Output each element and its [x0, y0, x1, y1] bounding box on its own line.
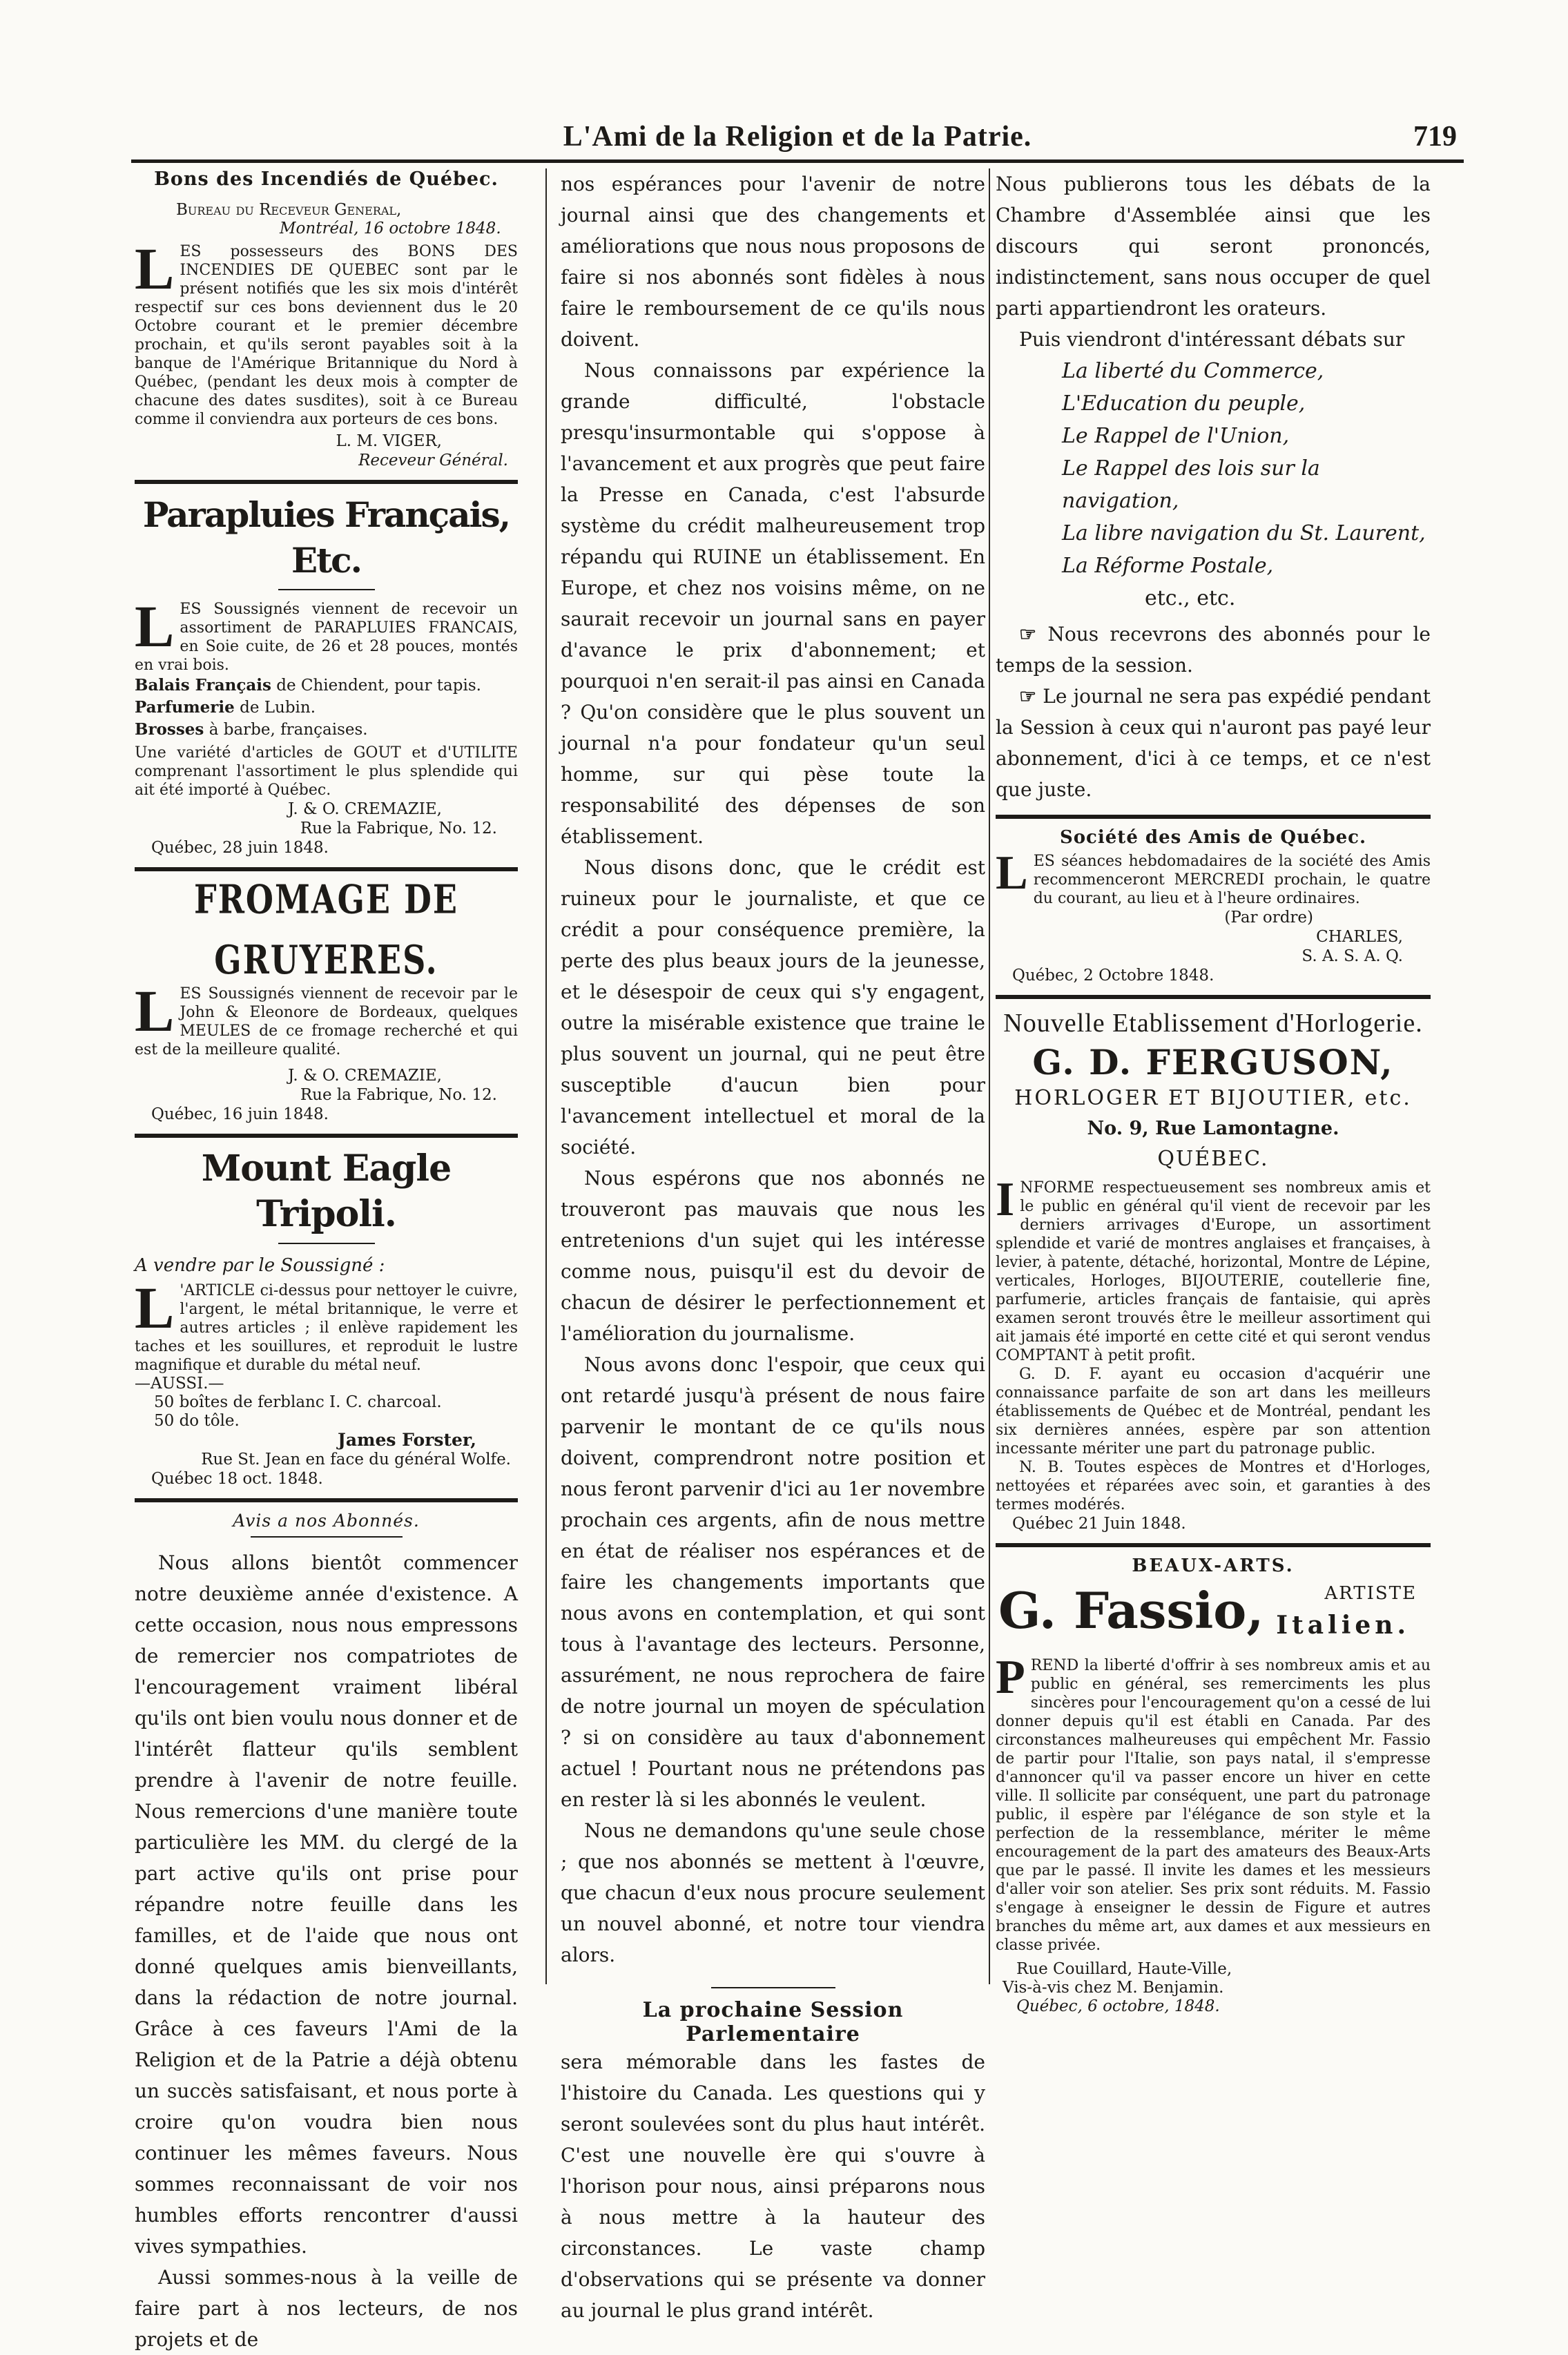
dateline: Québec 18 oct. 1848.	[151, 1470, 323, 1488]
rule	[135, 480, 518, 484]
dateline: Québec, 2 Octobre 1848.	[1012, 967, 1214, 985]
editorial-text	[135, 1547, 518, 2355]
address: Rue la Fabrique, No. 12.	[300, 1086, 497, 1104]
ad-text: ES séances hebdomadaires de la société des Amis recommenceront MERCREDI prochain, le quatre du courant, au lieu et à l'heure ordinaires.	[1033, 853, 1431, 907]
rule	[278, 589, 375, 590]
signature: J. & O. CREMAZIE,	[287, 800, 442, 818]
product-desc: de Lubin.	[234, 699, 316, 717]
merchant-city: QUÉBEC.	[1157, 1147, 1269, 1171]
session-text	[561, 2046, 985, 2326]
rule	[278, 1243, 375, 1244]
rule	[996, 995, 1431, 999]
paragraph: Nous ne demandons qu'une seule chose ; que nos abonnés se mettent à l'œuvre, que chacun d'eux nous procure seulement un nouvel abonné, et notre tour viendra alors.	[561, 1819, 985, 1966]
topic-item: La libre navigation du St. Laurent,	[1062, 521, 1426, 545]
drop-cap: I	[996, 1173, 1015, 1226]
dateline: Québec, 6 octobre, 1848.	[1016, 1997, 1220, 2015]
ad-text: 'ARTICLE ci-dessus pour nettoyer le cuivre, l'argent, le métal britannique, le verre et autres articles ; il enlève rapidement les taches et les souillures, et reproduit le lustre magnifique et durable du métal neuf.	[135, 1282, 518, 1374]
header-rule	[131, 159, 1464, 163]
signature-initials: S. A. S. A. Q.	[1301, 947, 1403, 965]
paragraph: Nous disons donc, que le crédit est ruineux pour le journaliste, et que ce crédit a pour conséquence première, la perte des plus beaux jours de la jeunesse, et le désespoir de ceux qui s'y engagent, outre la misérable existence que traine le plus souvent un journal, qui ne peut être susceptible d'aucun bien pour l'avancement intellectuel et moral de la société.	[561, 856, 985, 1159]
column-divider	[989, 168, 990, 1984]
note	[996, 619, 1431, 681]
paragraph: Nous connaissons par expérience la grande difficulté, l'obstacle presqu'insurmontable qui s'oppose à l'avancement et aux progrès que peut faire la Presse en Canada, c'est l'absurde système du crédit malheureusement trop répandu qui RUINE un établissement. En Europe, et chez nos voisins même, on ne saurait recevoir un journal sans en payer d'avance le prix d'abonnement; et pourquoi n'en serait-il pas ainsi en Canada ? Qu'on considère que le plus souvent un journal n'a pour fondateur qu'un seul homme, sur qui pèse toute la responsabilité des dépenses de son établissement.	[561, 359, 985, 848]
drop-cap: L	[135, 593, 175, 659]
ad-beaux-arts	[996, 1556, 1431, 2016]
address: Rue la Fabrique, No. 12.	[300, 820, 497, 837]
column-divider	[545, 168, 547, 1984]
ad-title: FROMAGE DE GRUYERES.	[194, 875, 458, 983]
product-line	[135, 697, 518, 719]
signature: CHARLES,	[1316, 928, 1403, 946]
artist-label: ARTISTE	[1324, 1583, 1417, 1604]
ad-body	[135, 978, 518, 1059]
section-title: La prochaine Session Parlementaire	[642, 1998, 904, 2046]
dateline: Québec, 16 juin 1848.	[151, 1105, 329, 1123]
product-name: Parfumerie	[135, 698, 235, 717]
note-text: Nous recevrons des abonnés pour le temps de la session.	[996, 623, 1431, 677]
column-3	[996, 168, 1431, 2015]
product-desc: de Chiendent, pour tapis.	[271, 677, 481, 695]
column-1	[135, 168, 518, 2351]
ad-body	[135, 235, 518, 429]
ad-title: Parapluies Français, Etc.	[142, 494, 510, 581]
ad-body	[996, 1651, 1431, 1955]
paragraph: Puis viendront d'intéressant débats sur	[1019, 328, 1405, 351]
item-line: 50 boîtes de ferblanc I. C. charcoal.	[154, 1393, 442, 1411]
ad-text: ES Soussignés viennent de recevoir un assortiment de PARAPLUIES FRANCAIS, en Soie cuite, de 26 et 28 pouces, montés en vrai bois.	[135, 601, 518, 674]
paragraph: Nous allons bientôt commencer notre deuxième année d'existence. A cette occasion, nous nous empressons de remercier nos compatriotes de l'encouragement vraiment libéral qu'ils ont bien voulu nous donner et de l'intérêt flatteur qu'ils semblent prendre à l'avenir de notre feuille. Nous remercions d'une manière toute particulière les MM. du clergé de la part active qu'ils ont prise pour répandre notre feuille dans les familles, et de l'aide que nous ont donné quelques amis bienveillants, dans la rédaction de notre journal. Grâce à ces faveurs l'Ami de la Religion et de la Patrie a déjà obtenu un succès satisfaisant, et nous porte à croire qu'on voudra bien nous continuer les mêmes faveurs. Nous sommes reconnaissant de voir nos humbles efforts rencontrer d'aussi vives sympathies.	[135, 1551, 518, 2258]
artist-name: G. Fassio,	[998, 1581, 1264, 1640]
artist-header	[996, 1580, 1431, 1656]
ad-body	[135, 593, 518, 675]
ad-title: Société des Amis de Québec.	[1059, 827, 1367, 848]
editorial-avis	[135, 1511, 518, 2355]
topic-item: La liberté du Commerce,	[1062, 359, 1324, 383]
merchant-name: G. D. FERGUSON,	[1032, 1042, 1394, 1083]
rule	[711, 1987, 835, 1988]
address-line: Vis-à-vis chez M. Benjamin.	[1003, 1979, 1224, 1997]
rule	[996, 815, 1431, 819]
product-desc: à barbe, françaises.	[204, 721, 368, 739]
topic-item: Le Rappel de l'Union,	[1062, 424, 1290, 448]
dateline: Québec, 28 juin 1848.	[151, 839, 329, 857]
topics-list	[996, 355, 1431, 614]
ad-text: N. B. Toutes espèces de Montres et d'Horloges, nettoyées et réparées avec soin, et garanties à des termes modérés.	[996, 1459, 1431, 1513]
ad-text: ES Soussignés viennent de recevoir par le John & Eleonore de Bordeaux, quelques MEULES de ce fromage recherché et qui est de la meilleure qualité.	[135, 985, 518, 1058]
product-line	[135, 719, 518, 741]
pointing-hand-icon: ☞	[1019, 623, 1037, 646]
merchant-address: No. 9, Rue Lamontagne.	[1087, 1118, 1339, 1139]
pointing-hand-icon: ☞	[1019, 685, 1037, 708]
drop-cap: L	[996, 846, 1028, 900]
ad-text: REND la liberté d'offrir à ses nombreux amis et au public en général, ses remerciments les plus sincères pour l'encouragement qu'on a cessé de lui donner depuis qu'il est établi en Canada. Par des circonstances malheureuses qui empêchent Mr. Fassio de partir pour l'Italie, son pays natal, il s'empresse d'annoncer qu'il va passer encore un hiver en cette ville. Il sollicite par conséquent, une part du patronage public, il espère par l'élégance de son style et la perfection de la ressemblance, mériter le même encouragement de la part des amateurs des Beaux-Arts que par le passé. Il invite les dames et les messieurs d'aller voir son atelier. Ses prix sont réduits. M. Fassio s'engage à enseigner le dessin de Figure et autres branches du même art, aux dames et aux messieurs en classe privée.	[996, 1657, 1431, 1954]
ad-fromage	[135, 875, 518, 1124]
address-line: Rue Couillard, Haute-Ville,	[1016, 1960, 1232, 1978]
paragraph: Nous publierons tous les débats de la Chambre d'Assemblée ainsi que les discours qui seront prononcés, indistinctement, sans nous occuper de quel parti appartiendront les orateurs.	[996, 173, 1431, 320]
ad-title: Nouvelle Etablissement d'Horlogerie.	[1003, 1009, 1423, 1038]
dateline: Québec 21 Juin 1848.	[1012, 1515, 1186, 1533]
topic-item: Le Rappel des lois sur la navigation,	[1062, 456, 1320, 513]
drop-cap: P	[996, 1651, 1025, 1704]
product-name: Balais Français	[135, 676, 271, 695]
running-title: L'Ami de la Religion et de la Patrie.	[563, 121, 1032, 153]
notes	[996, 619, 1431, 805]
ad-tripoli	[135, 1146, 518, 1489]
column-2	[561, 168, 985, 2322]
paragraph: nos espérances pour l'avenir de notre journal ainsi que des changements et améliorations que nous nous proposons de faire si nos abonnés sont fidèles à nous faire le remboursement de ce qu'ils nous doivent.	[561, 173, 985, 351]
editorial-continued	[561, 168, 985, 1970]
place-date: Montréal, 16 octobre 1848.	[280, 220, 501, 238]
signature: J. & O. CREMAZIE,	[287, 1067, 442, 1085]
drop-cap: L	[135, 235, 175, 302]
ad-title: Bons des Incendiés de Québec.	[154, 168, 499, 190]
item-line: 50 do tôle.	[154, 1412, 240, 1430]
product-name: Brosses	[135, 720, 204, 739]
note-text: Le journal ne sera pas expédié pendant la Session à ceux qui n'auront pas payé leur abonnement, d'ici à ce temps, et ce n'est que juste.	[996, 685, 1431, 801]
rule	[135, 1498, 518, 1502]
section-title: Avis a nos Abonnés.	[233, 1511, 420, 1531]
ad-horlogerie	[996, 1007, 1431, 1533]
product-line	[135, 675, 518, 697]
page-number: 719	[1413, 121, 1457, 153]
paragraph: Nous espérons que nos abonnés ne trouveront pas mauvais que nous les entretenions d'un sujet qui les intéresse comme nous, puisqu'il est du devoir de chacun de désirer le perfectionnement et l'amélioration du journalisme.	[561, 1167, 985, 1345]
ad-societe	[996, 827, 1431, 985]
ad-text: NFORME respectueusement ses nombreux amis et le public en général qu'il vient de recevoir par les derniers arrivages d'Europe, un assortiment splendide et varié de montres anglaises et françaises, à levier, à patente, détaché, horizontal, Montre de Lépine, verticales, Horloges, BIJOUTERIE, coutellerie fine, parfumerie, articles français de fantaisie, qui après examen seront trouvés être le meilleur assortiment qui ait jamais été importé en cette cité et qui seront vendus COMPTANT à petit profit.	[996, 1179, 1431, 1364]
paragraph: Aussi sommes-nous à la veille de faire part à nos lecteurs, de nos projets et de	[135, 2266, 518, 2351]
page-header	[131, 117, 1464, 163]
rule	[135, 1134, 518, 1138]
paragraph: sera mémorable dans les fastes de l'histoire du Canada. Les questions qui y seront soulevées sont du plus haut intérêt. C'est une nouvelle ère qui s'ouvre à l'horison pour nous, ainsi préparons nous à nous mettre à la hauteur des circonstances. Le vaste champ d'observations qui se présente va donner au journal le plus grand intérêt.	[561, 2051, 985, 2322]
ad-text: ES possesseurs des BONS DES INCENDIES DE QUEBEC sont par le présent notifiés que les six mois d'intérêt respectif sur ces bons deviennent dus le 20 Octobre courant et le premier décembre prochain, et qu'ils seront payables soit à la banque de l'Amérique Britannique du Nord à Québec, (pendant les deux mois à compter de chacune des dates susdites), soit à ce Bureau comme il conviendra aux porteurs de ces bons.	[135, 243, 518, 428]
ad-parapluies	[135, 492, 518, 857]
ad-subtitle: A vendre par le Soussigné :	[135, 1255, 385, 1276]
artist-origin: Italien.	[1276, 1611, 1410, 1640]
topic-item: La Réforme Postale,	[1062, 554, 1274, 578]
aussi-line: —AUSSI.—	[135, 1375, 224, 1393]
ad-text: Une variété d'articles de GOUT et d'UTILITE comprenant l'assortiment le plus splendide qui ait été importé à Québec.	[135, 744, 518, 799]
merchant-trade: HORLOGER ET BIJOUTIER, etc.	[1014, 1086, 1412, 1110]
note	[996, 681, 1431, 805]
drop-cap: L	[135, 1275, 175, 1341]
topic-item: etc., etc.	[1145, 586, 1236, 610]
order-line: (Par ordre)	[1224, 909, 1313, 927]
ad-title: BEAUX-ARTS.	[1132, 1556, 1295, 1576]
rule	[996, 1543, 1431, 1547]
office-line: Bureau du Receveur General,	[176, 201, 402, 219]
ad-text: G. D. F. ayant eu occasion d'acquérir une connaissance parfaite de son art dans les meilleurs établissements de Québec et de Montréal, pendant les six dernières années, espère par son attention incessante mériter une part du patronage public.	[996, 1366, 1431, 1457]
drop-cap: L	[135, 978, 175, 1044]
ad-body	[996, 1173, 1431, 1365]
signature: James Forster,	[338, 1430, 476, 1450]
ad-title: Mount Eagle Tripoli.	[201, 1147, 452, 1235]
ad-body	[135, 1275, 518, 1375]
signature-title: Receveur Général.	[358, 452, 508, 469]
address: Rue St. Jean en face du général Wolfe.	[201, 1451, 511, 1469]
ad-bons-incendies	[135, 168, 518, 470]
topic-item: L'Education du peuple,	[1062, 391, 1306, 416]
signature: L. M. VIGER,	[336, 432, 442, 450]
ad-body	[996, 846, 1431, 908]
rule	[251, 1536, 403, 1538]
session-continued	[996, 168, 1431, 355]
paragraph: Nous avons donc l'espoir, que ceux qui ont retardé jusqu'à présent de nous faire parvenir le montant de ce qu'ils nous doivent, comprendront notre position et nous feront parvenir d'ici au 1er novembre prochain ces argents, afin de nous mettre en état de réaliser nos espérances et de faire les changements importants que nous avons en contemplation, et qui sont tous à l'avantage des lecteurs. Personne, assurément, ne nous reprochera de faire de notre journal un moyen de spéculation ? si on considère au taux d'abonnement actuel ! Pourtant nous ne prétendons pas en rester là si les abonnés le veulent.	[561, 1353, 985, 1811]
